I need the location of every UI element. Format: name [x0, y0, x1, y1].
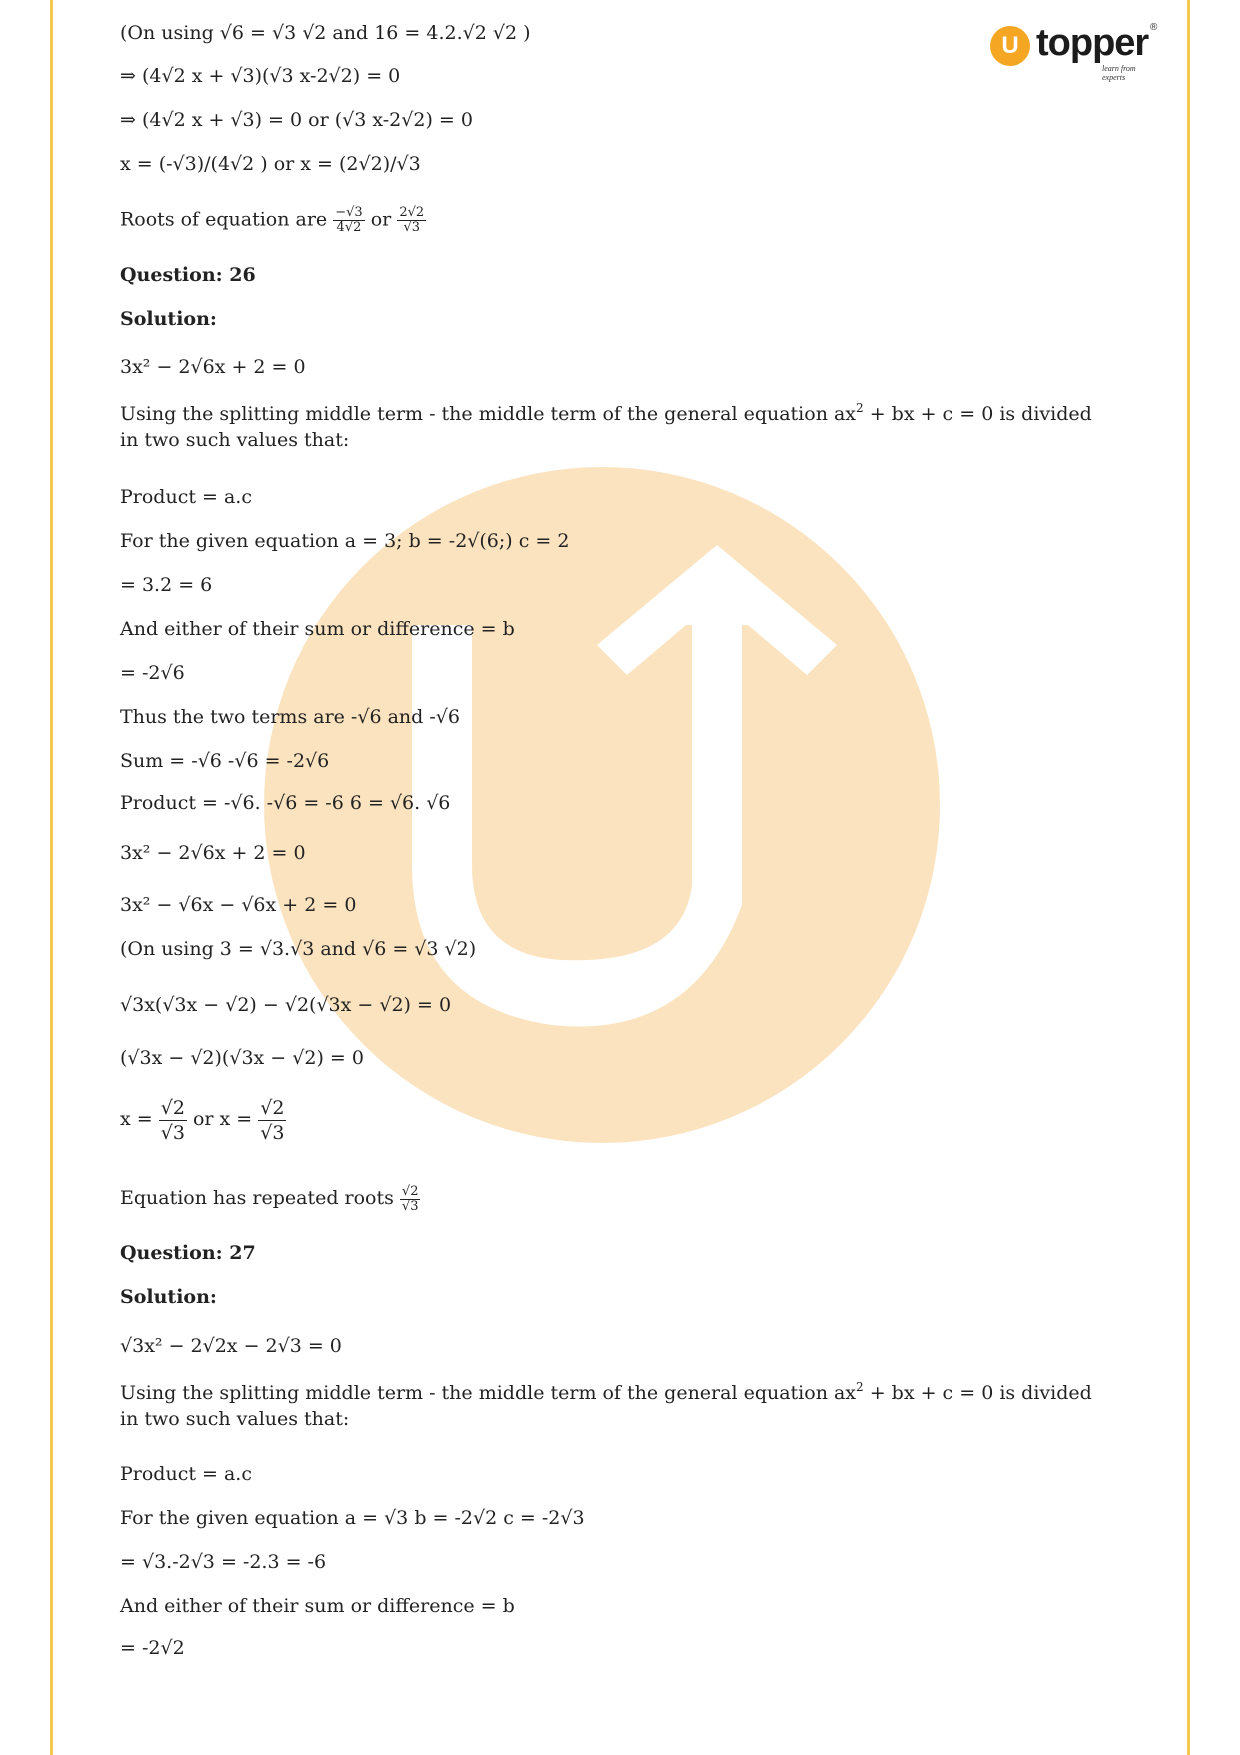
text-line: = 3.2 = 6	[120, 574, 213, 596]
page-border-right	[1187, 0, 1190, 1755]
text-line: For the given equation a = 3; b = -2√(6;) c = 2	[120, 530, 570, 552]
logo-icon: U	[990, 26, 1030, 66]
text-line: Sum = -√6 -√6 = -2√6	[120, 750, 330, 772]
solution-heading: Solution:	[120, 308, 217, 330]
logo-tagline: learn from experts	[1102, 64, 1136, 82]
logo-wordmark: topper	[1036, 22, 1149, 64]
equation: 3x² − 2√6x + 2 = 0	[120, 842, 306, 864]
equation: 3x² − 2√6x + 2 = 0	[120, 356, 306, 378]
text-line: x = (-√3)/(4√2 ) or x = (2√2)/√3	[120, 153, 421, 175]
fraction: $\frac{√2}{√3}$	[160, 1096, 185, 1144]
fraction: $\frac{√2}{√3}$	[401, 1183, 419, 1214]
text-line: ⇒ (4√2 x + √3)(√3 x-2√2) = 0	[120, 65, 401, 87]
roots-line: Roots of equation are $\frac{-√3}{4√2}$ or $\frac{2√2}{√3}$	[120, 205, 425, 235]
equation: (√3x − √2)(√3x − √2) = 0	[120, 1047, 364, 1069]
equation: √3x(√3x − √2) − √2(√3x − √2) = 0	[120, 994, 452, 1016]
text-line: Product = a.c	[120, 1463, 252, 1485]
splitting-paragraph: Using the splitting middle term - the middle term of the general equation $ax^2$ + bx + c = 0 is divided in two such values that:	[120, 401, 1092, 451]
toppr-logo	[990, 22, 1160, 82]
text-line: Thus the two terms are -√6 and -√6	[120, 706, 460, 728]
solution-heading: Solution:	[120, 1286, 217, 1308]
x-solution: x = $\frac{√2}{√3}$ or x = $\frac{√2}{√3}$	[120, 1096, 285, 1144]
fraction: $\frac{-√3}{4√2}$	[335, 205, 363, 235]
page-border-left	[50, 0, 53, 1755]
registered-mark: ®	[1150, 22, 1158, 33]
text-line: And either of their sum or difference = b	[120, 618, 515, 640]
text-line: Product = -√6. -√6 = -6 6 = √6. √6	[120, 792, 451, 814]
text-line: (On using √6 = √3 √2 and 16 = 4.2.√2 √2 )	[120, 22, 531, 44]
text-line: = √3.-2√3 = -2.3 = -6	[120, 1551, 327, 1573]
question-heading: Question: 26	[120, 264, 256, 286]
equation: √3x² − 2√2x − 2√3 = 0	[120, 1335, 342, 1357]
text-line: = -2√6	[120, 662, 185, 684]
repeated-roots-line: Equation has repeated roots $\frac{√2}{√3}$	[120, 1183, 419, 1214]
text-line: And either of their sum or difference = b	[120, 1595, 515, 1617]
fraction: $\frac{√2}{√3}$	[260, 1096, 285, 1144]
text-line: (On using 3 = √3.√3 and √6 = √3 √2)	[120, 938, 477, 960]
equation: 3x² − √6x − √6x + 2 = 0	[120, 894, 357, 916]
text-line: Product = a.c	[120, 486, 252, 508]
text-line: For the given equation a = √3 b = -2√2 c = -2√3	[120, 1507, 585, 1529]
question-heading: Question: 27	[120, 1242, 256, 1264]
fraction: $\frac{2√2}{√3}$	[399, 205, 425, 235]
text-line: ⇒ (4√2 x + √3) = 0 or (√3 x-2√2) = 0	[120, 109, 473, 131]
text-line: = -2√2	[120, 1637, 185, 1659]
splitting-paragraph: Using the splitting middle term - the middle term of the general equation $ax^2$ + bx + c = 0 is divided in two such values that:	[120, 1380, 1092, 1430]
